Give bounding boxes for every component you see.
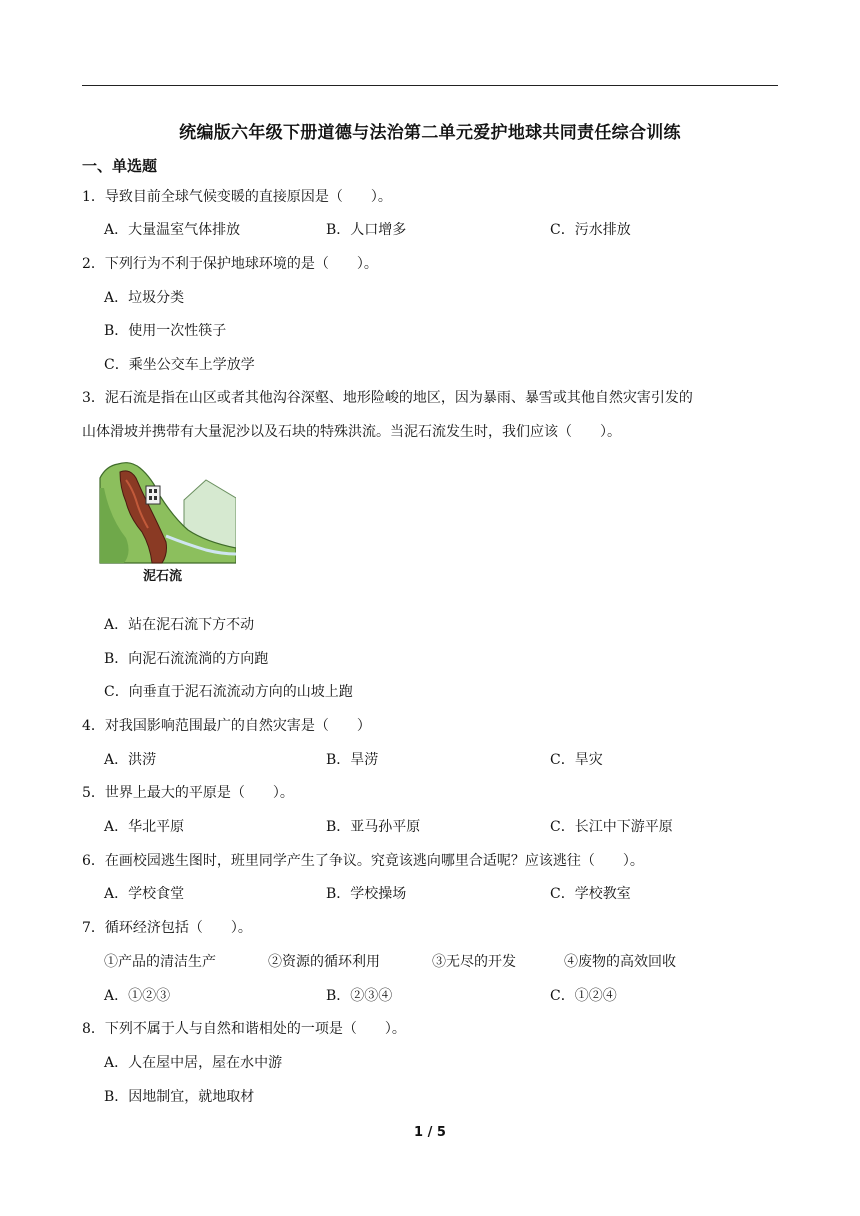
question-5-stem: 5．世界上最大的平原是（ ）。 [82, 785, 294, 801]
question-5-option-b: B．亚马孙平原 [326, 819, 421, 835]
document-title: 统编版六年级下册道德与法治第二单元爱护地球共同责任综合训练 [179, 123, 681, 143]
question-1-stem: 1．导致目前全球气候变暖的直接原因是（ ）。 [82, 189, 392, 205]
question-2-stem: 2．下列行为不利于保护地球环境的是（ ）。 [82, 256, 378, 272]
header-rule [82, 85, 778, 86]
question-6-stem: 6．在画校园逃生图时，班里同学产生了争议。究竟该逃向哪里合适呢？应该逃往（ ）。 [82, 853, 644, 869]
question-2-option-b: B．使用一次性筷子 [104, 323, 227, 339]
question-6-option-c: C．学校教室 [550, 886, 631, 902]
question-4-option-a: A．洪涝 [104, 752, 157, 768]
question-7-stem: 7．循环经济包括（ ）。 [82, 920, 252, 936]
question-7-item-1: ①产品的清洁生产 [104, 954, 216, 970]
question-8-stem: 8．下列不属于人与自然和谐相处的一项是（ ）。 [82, 1021, 406, 1037]
question-7-item-4: ④废物的高效回收 [564, 954, 676, 970]
question-2-option-c: C．乘坐公交车上学放学 [104, 357, 255, 373]
question-7-item-2: ②资源的循环利用 [268, 954, 380, 970]
figure-caption: 泥石流 [143, 569, 183, 584]
question-3-option-b: B．向泥石流流淌的方向跑 [104, 651, 269, 667]
question-2-option-a: A．垃圾分类 [104, 290, 185, 306]
question-3-stem-line-2: 山体滑坡并携带有大量泥沙以及石块的特殊洪流。当泥石流发生时，我们应该（ ）。 [82, 424, 621, 440]
question-3-stem-line-1: 3．泥石流是指在山区或者其他沟谷深壑、地形险峻的地区，因为暴雨、暴雪或其他自然灾害引发的 [82, 390, 693, 406]
question-4-stem: 4．对我国影响范围最广的自然灾害是（ ） [82, 718, 371, 734]
question-4-option-b: B．旱涝 [326, 752, 379, 768]
question-3-option-c: C．向垂直于泥石流流动方向的山坡上跑 [104, 684, 353, 700]
question-5-option-a: A．华北平原 [104, 819, 185, 835]
question-7-item-3: ③无尽的开发 [432, 954, 516, 970]
page-number: 1 / 5 [414, 1125, 446, 1140]
question-1-option-a: A．大量温室气体排放 [104, 222, 241, 238]
question-5-option-c: C．长江中下游平原 [550, 819, 673, 835]
question-6-option-b: B．学校操场 [326, 886, 407, 902]
question-3-option-a: A．站在泥石流下方不动 [104, 617, 255, 633]
question-1-option-c: C．污水排放 [550, 222, 631, 238]
question-8-option-b: B．因地制宜，就地取材 [104, 1089, 255, 1105]
question-7-option-b: B．②③④ [326, 988, 393, 1004]
question-7-option-c: C．①②④ [550, 988, 617, 1004]
question-4-option-c: C．旱灾 [550, 752, 603, 768]
question-8-option-a: A．人在屋中居，屋在水中游 [104, 1055, 283, 1071]
question-6-option-a: A．学校食堂 [104, 886, 185, 902]
question-7-option-a: A．①②③ [104, 988, 171, 1004]
section-heading: 一、单选题 [82, 157, 158, 175]
question-1-option-b: B．人口增多 [326, 222, 407, 238]
